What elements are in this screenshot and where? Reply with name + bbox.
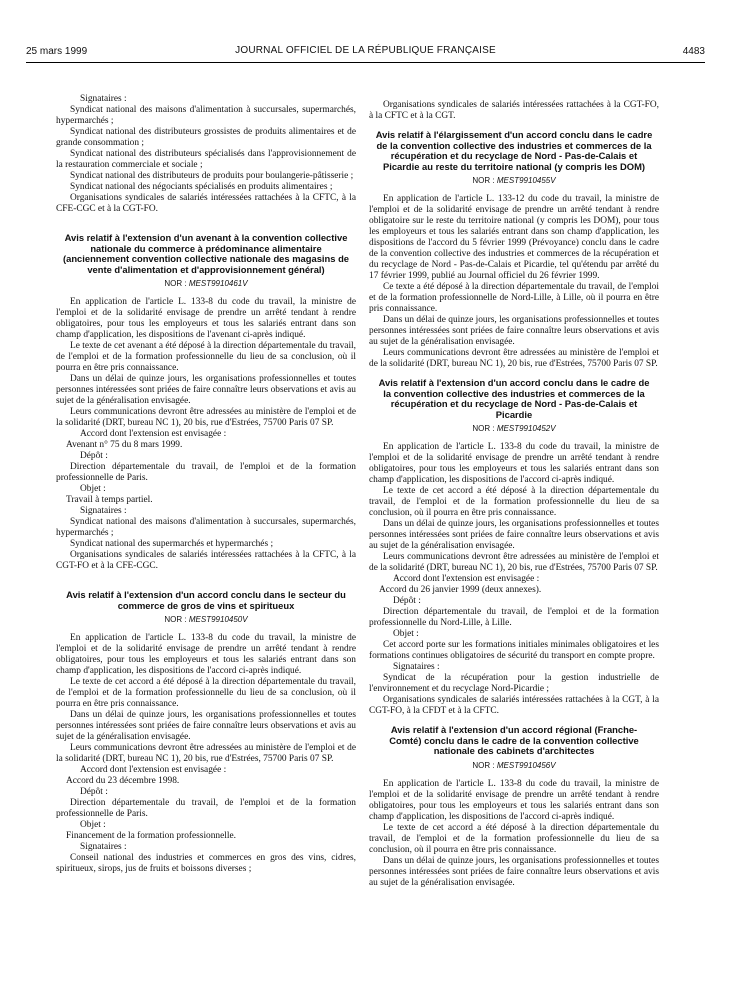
objet-label: Objet : [80,820,106,830]
signataire-item: Syndicat national des supermarchés et hypermarchés ; [70,539,274,549]
paragraph: Le texte de cet accord a été déposé à la direction départementale du travail, de l'emploi et de la formation professionnelle du lieu de sa conclusion, où il pourra en être pris connaissance. [56,677,356,709]
paragraph: Le texte de cet accord a été déposé à la direction départementale du travail, de l'emploi et de la formation professionnelle du lieu de sa conclusion, où il pourra en être pris connaissance. [369,486,659,518]
page-number: 4483 [682,46,705,57]
accord-value: Accord du 26 janvier 1999 (deux annexes). [379,585,542,595]
accord-label: Accord dont l'extension est envisagée : [80,765,227,775]
paragraph: Le texte de cet avenant a été déposé à la direction départementale du travail, de l'emploi et de la formation professionnelle du lieu de sa conclusion, où il pourra en être pris connaissance. [56,341,356,373]
nor-code: MEST9910461V [188,279,248,288]
signataire-item: Syndicat national des distributeurs de produits pour boulangerie-pâtisserie ; [70,171,354,181]
objet-label: Objet : [80,484,106,494]
avis-section [369,378,659,717]
signataires-label: Signataires : [80,94,127,104]
nor-reference [369,423,659,434]
accord-value: Accord du 23 décembre 1998. [66,776,180,786]
signataire-item: Organisations syndicales de salariés intéressées rattachées à la CFTC, à la CGT-FO et à la CFE-CGC. [56,550,356,571]
paragraph: Dans un délai de quinze jours, les organisations professionnelles et toutes personnes intéressées sont priées de faire connaître leurs observations et avis au sujet de la généralisation envisagée. [369,519,659,551]
signataires-label: Signataires : [80,506,127,516]
objet-value: Financement de la formation professionnelle. [66,831,236,841]
nor-label: NOR : [472,424,495,433]
signataire-item: Syndicat national des négociants spécialisés en produits alimentaires ; [70,182,333,192]
depot-label: Dépôt : [393,596,421,606]
paragraph: Dans un délai de quinze jours, les organisations professionnelles et toutes personnes intéressées sont priées de faire connaître leurs observations et avis au sujet de la généralisation envisagée. [369,855,659,888]
page-header [26,44,705,60]
avis-title: Avis relatif à l'élargissement d'un accord conclu dans le cadre de la convention collective des industries et commerces de la récupération et du recyclage de Nord - Pas-de-Calais et Picardie au reste du territoire national (y compris les DOM) [375,129,653,172]
paragraph: Dans un délai de quinze jours, les organisations professionnelles et toutes personnes intéressées sont priées de faire connaître leurs observations et avis au sujet de la généralisation envisagée. [56,710,356,742]
paragraph: En application de l'article L. 133-8 du code du travail, la ministre de l'emploi et de la solidarité envisage de prendre un arrêté tendant à rendre obligatoires, pour tous les employeurs et tous les salariés entrant dans son champ d'application, les dispositions de l'avenant ci-après indiqué. [56,297,356,340]
depot-value: Direction départementale du travail, de l'emploi et de la formation professionnelle du Nord-Lille, à Lille. [369,607,659,628]
signataire-item: Conseil national des industries et commerces en gros des vins, cidres, spiritueux, sirops, jus de fruits et boissons diverses ; [56,853,356,874]
nor-reference [369,175,659,186]
paragraph: Leurs communications devront être adressées au ministère de l'emploi et de la solidarité (DRT, bureau NC 1), 20 bis, rue d'Estrées, 75700 Paris 07 SP. [56,743,356,764]
avis-title: Avis relatif à l'extension d'un accord régional (Franche-Comté) conclu dans le cadre de la convention collective nationale des cabinets d'architectes [389,724,639,756]
accord-label: Accord dont l'extension est envisagée : [80,429,227,439]
signataire-item: Syndicat national des maisons d'alimentation à succursales, supermarchés, hypermarchés ; [56,105,356,126]
avis-title: Avis relatif à l'extension d'un accord conclu dans le cadre de la convention collective des industries et commerces de la récupération et du recyclage de Nord - Pas-de-Calais et Picardie [378,377,650,420]
objet-label: Objet : [393,629,419,639]
signataires-label: Signataires : [80,842,127,852]
right-column [369,100,659,889]
signataire-item: Syndicat national des maisons d'alimentation à succursales, supermarchés, hypermarchés ; [56,517,356,538]
depot-label: Dépôt : [80,451,108,461]
signataire-item: Syndicat national des distributeurs spécialisés dans l'approvisionnement de la restauration commerciale et sociale ; [56,149,356,170]
signataire-item: Organisations syndicales de salariés intéressées rattachées à la CGT, à la CGT-FO, à la CFDT et à la CFTC. [369,695,659,716]
nor-code: MEST9910456V [496,760,556,770]
avis-title: Avis relatif à l'extension d'un avenant à la convention collective nationale du commerce à prédominance alimentaire (anciennement convention collective nationale des magasins de vente d'alimentation et d'approvisionnement général) [62,232,350,275]
nor-reference [369,760,659,771]
nor-label: NOR : [472,760,495,770]
nor-label: NOR : [164,615,187,624]
signataires-label: Signataires : [393,662,440,672]
depot-value: Direction départementale du travail, de l'emploi et de la formation professionnelle de Paris. [56,798,356,819]
accord-value: Avenant n° 75 du 8 mars 1999. [66,440,183,450]
avis-section [56,233,356,572]
avis-section [369,130,659,370]
signataire-item: Organisations syndicales de salariés intéressées rattachées à la CFTC, à la CFE-CGC et à la CGT-FO. [56,193,356,214]
left-column [56,94,356,875]
paragraph: Dans un délai de quinze jours, les organisations professionnelles et toutes personnes intéressées sont priées de faire connaître leurs observations et avis au sujet de la généralisation envisagée. [369,315,659,347]
avis-title: Avis relatif à l'extension d'un accord conclu dans le secteur du commerce de gros de vins et spiritueux [66,589,346,611]
nor-code: MEST9910455V [496,176,556,185]
header-date: 25 mars 1999 [26,46,88,57]
paragraph: En application de l'article L. 133-8 du code du travail, la ministre de l'emploi et de la solidarité envisage de prendre un arrêté tendant à rendre obligatoires, pour tous les employeurs et tous les salariés entrant dans son champ d'application, les dispositions de l'accord ci-après indiqué. [56,633,356,676]
paragraph: Ce texte a été déposé à la direction départementale du travail, de l'emploi et de la formation professionnelle de Nord-Lille, à Lille, où il pourra en être pris connaissance. [369,282,659,314]
paragraph: Leurs communications devront être adressées au ministère de l'emploi et de la solidarité (DRT, bureau NC 1), 20 bis, rue d'Estrées, 75700 Paris 07 SP. [369,552,659,573]
avis-section [56,590,356,875]
accord-label: Accord dont l'extension est envisagée : [393,574,540,584]
nor-code: MEST9910452V [496,424,556,433]
paragraph: Dans un délai de quinze jours, les organisations professionnelles et toutes personnes intéressées sont priées de faire connaître leurs observations et avis au sujet de la généralisation envisagée. [56,374,356,406]
avis-section [369,725,659,889]
header-rule [26,62,705,63]
paragraph: Leurs communications devront être adressées au ministère de l'emploi et de la solidarité (DRT, bureau NC 1), 20 bis, rue d'Estrées, 75700 Paris 07 SP. [56,407,356,428]
paragraph: Le texte de cet accord a été déposé à la direction départementale du travail, de l'emploi et de la formation professionnelle du lieu de sa conclusion, où il pourra en être pris connaissance. [369,822,659,855]
depot-value: Direction départementale du travail, de l'emploi et de la formation professionnelle de Paris. [56,462,356,483]
journal-title: JOURNAL OFFICIEL DE LA RÉPUBLIQUE FRANÇAISE [235,45,496,56]
paragraph: En application de l'article L. 133-8 du code du travail, la ministre de l'emploi et de la solidarité envisage de prendre un arrêté tendant à rendre obligatoires, pour tous les employeurs et tous les salariés entrant dans son champ d'application, les dispositions de l'accord ci-après indiqué. [369,442,659,485]
objet-value: Travail à temps partiel. [66,495,153,505]
paragraph: Leurs communications devront être adressées au ministère de l'emploi et de la solidarité (DRT, bureau NC 1), 20 bis, rue d'Estrées, 75700 Paris 07 SP. [369,348,659,369]
paragraph: En application de l'article L. 133-8 du code du travail, la ministre de l'emploi et de la solidarité envisage de prendre un arrêté tendant à rendre obligatoires, pour tous les employeurs et tous les salariés entrant dans son champ d'application, les dispositions de l'accord ci-après indiqué. [369,778,659,822]
nor-code: MEST9910450V [188,615,248,624]
signataire-item: Syndicat de la récupération pour la gestion industrielle de l'environnement et du recyclage Nord-Picardie ; [369,673,659,694]
paragraph: En application de l'article L. 133-12 du code du travail, la ministre de l'emploi et de la solidarité envisage de prendre un arrêté tendant à rendre obligatoire sur le reste du territoire national (y compris les DOM), pour tous les employeurs et tous les salariés entrant dans son champ d'application, les dispositions de l'accord du 5 février 1999 (Prévoyance) conclu dans le cadre de la convention collective des industries et commerces de la récupération et du recyclage de Nord - Pas-de-Calais et Picardie, tel qu'étendu par arrêté du 17 février 1999, publié au Journal officiel du 26 février 1999. [369,194,659,281]
nor-label: NOR : [472,176,495,185]
signataire-item: Syndicat national des distributeurs grossistes de produits alimentaires et de grande consommation ; [56,127,356,148]
depot-label: Dépôt : [80,787,108,797]
nor-label: NOR : [164,279,187,288]
objet-value: Cet accord porte sur les formations initiales minimales obligatoires et les formations continues obligatoires de sécurité du transport en compte propre. [369,640,659,661]
nor-reference [56,278,356,289]
signataire-item: Organisations syndicales de salariés intéressées rattachées à la CGT-FO, à la CFTC et à la CGT. [369,100,659,121]
nor-reference [56,614,356,625]
